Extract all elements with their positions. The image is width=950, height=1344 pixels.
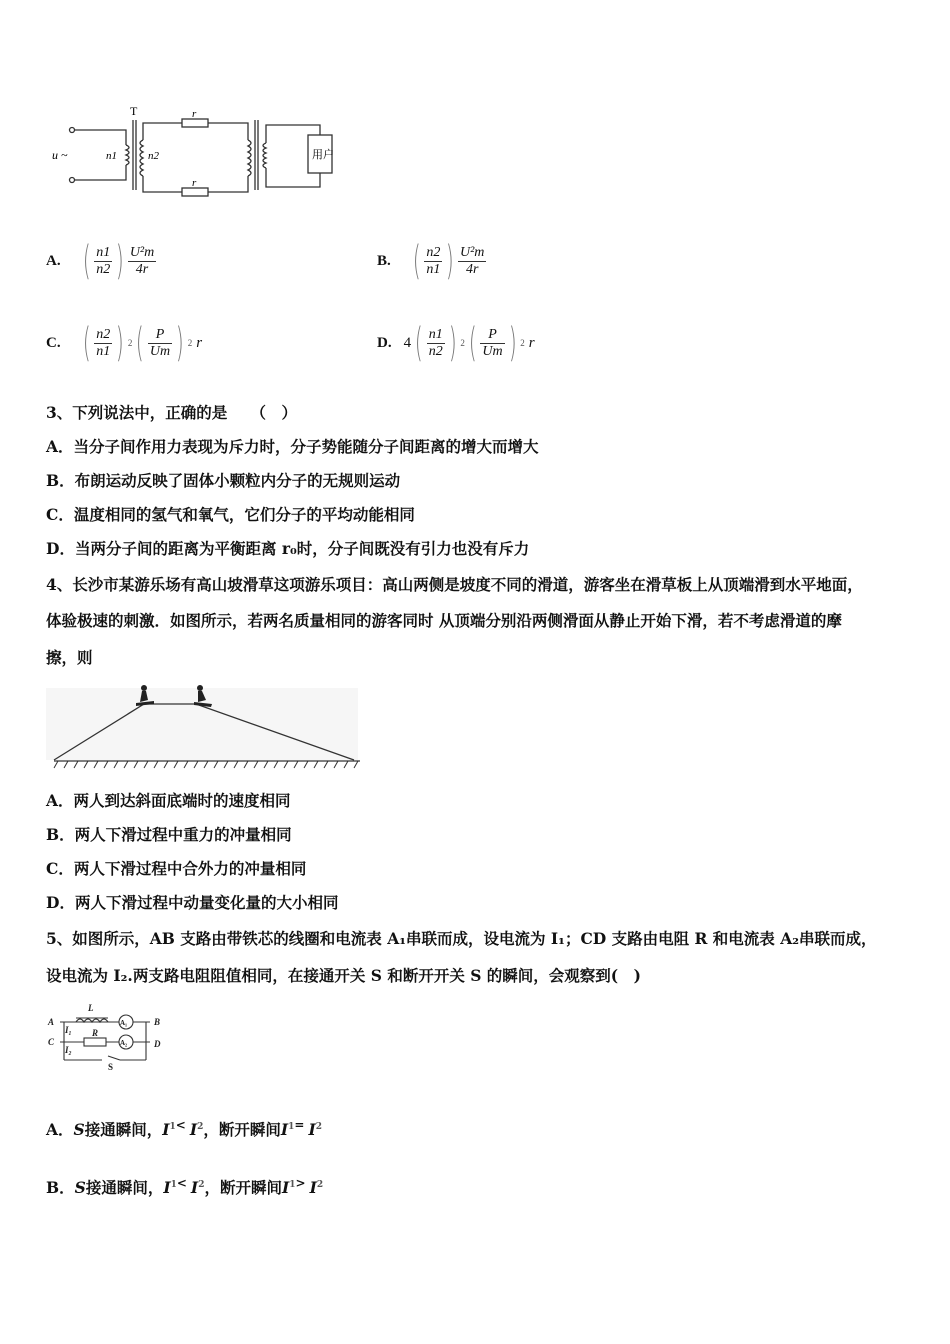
q2-option-d[interactable]: D. 4 ( $\frac{n1}{n2}$ ) 2 ( $\frac{P}{Um}$ ) 2 r <box>377 320 535 366</box>
q5-option-b[interactable]: B．S接通瞬间，$I^{1<}$ $I^2$，断开瞬间$I^{1>}$ $I^2$ <box>46 1176 324 1198</box>
r-bottom-label: r <box>192 177 197 189</box>
inductor-label: L <box>88 1003 94 1013</box>
transformer-label: T <box>130 105 138 118</box>
q4-stem-line3: 擦，则 <box>46 648 93 667</box>
ammeter-a1-label: A₁ <box>120 1019 128 1027</box>
n1-label: n1 <box>106 150 117 162</box>
q3-stem: 3、下列说法中，正确的是 （ ） <box>46 403 298 422</box>
switch-label: S <box>108 1062 114 1072</box>
q4-stem-line1: 4、长沙市某游乐场有高山坡滑草这项游乐项目：高山两侧是坡度不同的滑道，游客坐在滑草板上从顶端滑到水平地面， <box>46 575 863 594</box>
q2-option-b[interactable]: B. ( $\frac{n2}{n1}$ ) $\frac{\text{U²m}}{4r}$ <box>377 238 485 284</box>
source-label: u ~ <box>52 148 68 162</box>
node-b-label: B <box>154 1017 161 1027</box>
q5-stem-line1: 5、如图所示，AB 支路由带铁芯的线圈和电流表 A₁串联而成，设电流为 I₁；CD 支路由电阻 R 和电流表 A₂串联而成， <box>46 929 877 948</box>
q4-option-d[interactable]: D．两人下滑过程中动量变化量的大小相同 <box>46 893 339 912</box>
q5-stem-line2: 设电流为 I₂.两支路电阻阻值相同，在接通开关 S 和断开开关 S 的瞬间，会观察到( ) <box>46 966 641 985</box>
i1-label: I₁ <box>65 1025 72 1035</box>
node-a-label: A <box>48 1017 55 1027</box>
q4-option-c[interactable]: C．两人下滑过程中合外力的冲量相同 <box>46 859 307 878</box>
q3-option-b[interactable]: B．布朗运动反映了固体小颗粒内分子的无规则运动 <box>46 471 401 490</box>
r-top-label: r <box>192 108 197 120</box>
q2-option-a[interactable]: A. ( $\frac{n1}{n2}$ ) $\frac{\text{U²m}}{4r}$ <box>46 238 155 284</box>
i2-label: I₂ <box>65 1045 72 1055</box>
q3-option-d[interactable]: D．当两分子间的距离为平衡距离 r₀时，分子间既没有引力也没有斥力 <box>46 539 530 558</box>
q4-option-a[interactable]: A．两人到达斜面底端时的速度相同 <box>46 791 291 810</box>
n2-label: n2 <box>148 150 159 162</box>
node-c-label: C <box>48 1037 55 1047</box>
q5-option-a[interactable]: A．S接通瞬间，$I^{1<}$ $I^2$，断开瞬间$I^{1=}$ $I^2$ <box>46 1118 323 1140</box>
node-d-label: D <box>154 1039 161 1049</box>
q3-option-c[interactable]: C．温度相同的氢气和氧气，它们分子的平均动能相同 <box>46 505 415 524</box>
transmission-circuit-diagram <box>50 105 350 205</box>
q4-option-b[interactable]: B．两人下滑过程中重力的冲量相同 <box>46 825 292 844</box>
slope-diagram <box>44 680 364 775</box>
ammeter-a2-label: A₂ <box>120 1039 128 1047</box>
resistor-label: R <box>92 1028 99 1038</box>
user-box-label: 用户 <box>312 148 334 161</box>
q2-option-c[interactable]: C. ( $\frac{n2}{n1}$ ) 2 ( $\frac{P}{Um}$ ) 2 r <box>46 320 203 366</box>
rl-circuit-diagram <box>46 998 176 1073</box>
q3-option-a[interactable]: A．当分子间作用力表现为斥力时，分子势能随分子间距离的增大而增大 <box>46 437 539 456</box>
q4-stem-line2: 体验极速的刺激．如图所示，若两名质量相同的游客同时 从顶端分别沿两侧滑面从静止开始下滑，若不考虑滑道的摩 <box>46 611 842 630</box>
